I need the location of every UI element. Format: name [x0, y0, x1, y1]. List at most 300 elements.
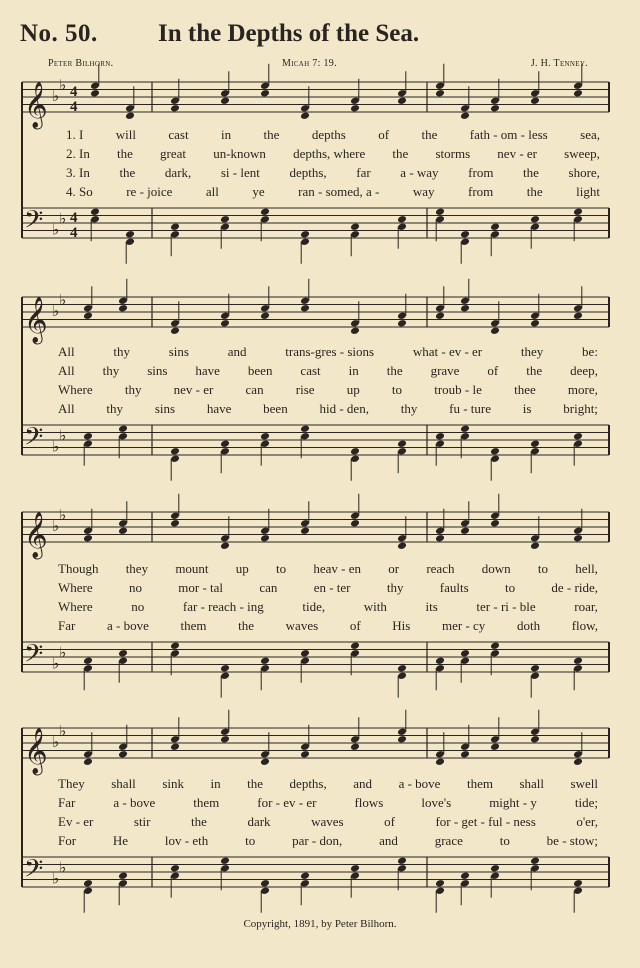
- lyric-syllable: of: [378, 127, 390, 142]
- flat-sign-icon: ♭: [52, 517, 60, 535]
- lyric-syllable: thy: [400, 401, 418, 416]
- lyric-line-1-2: [66, 147, 600, 160]
- note-chord: [260, 879, 270, 913]
- note-chord: [530, 439, 540, 473]
- note-head: [573, 311, 583, 320]
- note-head: [300, 750, 310, 759]
- note-chord: [90, 64, 100, 98]
- lyric-syllable: mor - tal: [178, 580, 224, 595]
- lyric-syllable: or: [388, 561, 400, 576]
- note-head: [118, 750, 128, 759]
- bass-clef-icon: 𝄢: [24, 205, 44, 241]
- lyric-syllable: Where: [58, 580, 93, 595]
- lyric-syllable: flow,: [571, 618, 598, 633]
- lyric-syllable: trans-gres - sions: [285, 344, 375, 359]
- lyric-syllable: a - bove: [398, 776, 441, 791]
- note-chord: [170, 301, 180, 335]
- note-chord: [83, 879, 93, 913]
- lyric-syllable: par - don,: [292, 833, 343, 848]
- lyric-syllable: been: [263, 401, 288, 416]
- note-chord: [530, 294, 540, 328]
- lyric-syllable: thy: [386, 580, 404, 595]
- note-chord: [435, 732, 445, 766]
- flat-sign-icon: ♭: [52, 87, 60, 105]
- note-chord: [490, 222, 500, 256]
- note-chord: [397, 516, 407, 550]
- lyric-syllable: the: [392, 146, 409, 161]
- note-head: [350, 326, 360, 335]
- note-chord: [350, 864, 360, 898]
- note-head: [350, 104, 360, 113]
- note-head: [170, 742, 180, 751]
- note-chord: [220, 664, 230, 698]
- lyric-syllable: the: [238, 618, 255, 633]
- lyric-syllable: swell: [570, 776, 598, 791]
- note-head: [260, 879, 270, 888]
- note-head: [220, 439, 230, 448]
- note-chord: [435, 286, 445, 320]
- lyric-syllable: stir: [133, 814, 151, 829]
- time-signature-digit: 4: [70, 84, 78, 100]
- hymn-title: In the Depths of the Sea.: [158, 20, 420, 47]
- lyric-syllable: a - way: [400, 165, 439, 180]
- note-chord: [170, 494, 180, 528]
- note-head: [125, 111, 135, 120]
- note-chord: [350, 447, 360, 481]
- note-head: [397, 856, 407, 865]
- lyric-syllable: the: [526, 184, 543, 199]
- lyric-syllable: de - ride,: [551, 580, 598, 595]
- lyric-syllable: can: [245, 382, 264, 397]
- note-head: [300, 111, 310, 120]
- lyric-syllable: waves: [285, 618, 319, 633]
- treble-clef-icon: 𝄞: [24, 512, 48, 558]
- bass-staff: [22, 206, 609, 264]
- lyric-syllable: the: [421, 127, 438, 142]
- note-chord: [83, 432, 93, 466]
- lyric-line-3-2: [58, 581, 598, 594]
- lyric-line-1-4: [66, 185, 600, 198]
- lyric-syllable: Ev - er: [58, 814, 94, 829]
- note-chord: [300, 230, 310, 264]
- note-chord: [573, 879, 583, 913]
- note-chord: [573, 732, 583, 766]
- note-chord: [490, 864, 500, 898]
- lyric-syllable: in: [221, 127, 232, 142]
- note-chord: [460, 279, 470, 313]
- time-signature-digit: 4: [70, 225, 78, 241]
- lyric-syllable: ran - somed, a -: [298, 184, 380, 199]
- lyric-syllable: depths: [311, 127, 346, 142]
- lyric-line-3-4: [58, 619, 598, 632]
- note-chord: [573, 509, 583, 543]
- note-head: [300, 649, 310, 658]
- note-head: [220, 96, 230, 105]
- note-chord: [460, 424, 470, 458]
- note-chord: [460, 86, 470, 120]
- lyric-syllable: be - stow;: [546, 833, 598, 848]
- author-credit: Peter Bilhorn.: [48, 58, 114, 69]
- note-head: [490, 519, 500, 528]
- note-head: [435, 311, 445, 320]
- note-chord: [260, 509, 270, 543]
- note-head: [490, 222, 500, 231]
- note-chord: [220, 71, 230, 105]
- lyric-line-4-2: [58, 796, 598, 809]
- lyric-syllable: sins: [147, 363, 168, 378]
- flat-sign-icon: ♭: [59, 643, 67, 662]
- time-signature-digit: 4: [70, 210, 78, 226]
- note-head: [300, 526, 310, 535]
- lyric-syllable: Far: [58, 795, 76, 810]
- note-chord: [573, 432, 583, 466]
- lyric-syllable: to: [504, 580, 516, 595]
- note-head: [397, 215, 407, 224]
- note-head: [83, 311, 93, 320]
- lyric-line-4-1: [58, 777, 598, 790]
- lyric-syllable: sink: [162, 776, 184, 791]
- lyric-syllable: si - lent: [220, 165, 260, 180]
- note-chord: [220, 710, 230, 744]
- note-head: [397, 439, 407, 448]
- lyric-syllable: to: [245, 833, 256, 848]
- lyric-syllable: have: [206, 401, 232, 416]
- lyric-syllable: no: [131, 599, 145, 614]
- lyric-syllable: them: [193, 795, 220, 810]
- lyric-syllable: nev - er: [173, 382, 214, 397]
- note-head: [350, 447, 360, 456]
- note-chord: [300, 86, 310, 120]
- note-chord: [220, 856, 230, 890]
- lyric-syllable: thee: [514, 382, 536, 397]
- lyric-syllable: All: [58, 363, 75, 378]
- lyric-syllable: more,: [567, 382, 598, 397]
- note-chord: [220, 439, 230, 473]
- note-head: [260, 656, 270, 665]
- note-chord: [435, 509, 445, 543]
- note-chord: [490, 447, 500, 481]
- note-chord: [530, 215, 540, 249]
- note-chord: [350, 494, 360, 528]
- flat-sign-icon: ♭: [52, 302, 60, 320]
- lyric-syllable: for - get - ful - ness: [435, 814, 536, 829]
- lyric-syllable: shall: [519, 776, 545, 791]
- note-head: [300, 304, 310, 313]
- note-chord: [260, 207, 270, 241]
- note-head: [170, 326, 180, 335]
- lyric-syllable: for - ev - er: [257, 795, 317, 810]
- note-head: [397, 96, 407, 105]
- copyright-notice: Copyright, 1891, by Peter Bilhorn.: [243, 918, 397, 930]
- note-head: [170, 104, 180, 113]
- note-head: [220, 541, 230, 550]
- bass-staff: [22, 423, 609, 481]
- lyric-syllable: tide,: [302, 599, 326, 614]
- lyric-syllable: un-known: [213, 146, 266, 161]
- lyric-syllable: 3. In: [66, 165, 90, 180]
- lyric-syllable: a - bove: [106, 618, 149, 633]
- lyric-line-2-3: [58, 383, 598, 396]
- note-head: [530, 735, 540, 744]
- note-chord: [490, 717, 500, 751]
- note-head: [435, 432, 445, 441]
- lyric-line-4-3: [58, 815, 598, 828]
- note-chord: [435, 879, 445, 913]
- lyric-syllable: thy: [124, 382, 142, 397]
- note-head: [260, 207, 270, 216]
- lyric-syllable: is: [522, 401, 532, 416]
- note-chord: [300, 649, 310, 683]
- note-chord: [300, 725, 310, 759]
- lyric-syllable: 2. In: [66, 146, 90, 161]
- bass-staff: [22, 640, 609, 698]
- note-head: [83, 757, 93, 766]
- note-chord: [260, 732, 270, 766]
- note-head: [170, 641, 180, 650]
- lyric-syllable: will: [115, 127, 136, 142]
- note-chord: [83, 656, 93, 690]
- note-chord: [573, 286, 583, 320]
- lyric-syllable: sins: [154, 401, 176, 416]
- note-head: [460, 750, 470, 759]
- note-head: [530, 541, 540, 550]
- note-head: [260, 534, 270, 543]
- note-chord: [397, 664, 407, 698]
- note-head: [530, 664, 540, 673]
- note-chord: [118, 424, 128, 458]
- note-head: [460, 649, 470, 658]
- treble-clef-icon: 𝄞: [24, 297, 48, 343]
- note-head: [300, 424, 310, 433]
- music-system-3: [0, 492, 640, 702]
- lyric-syllable: depths,: [289, 165, 327, 180]
- note-head: [397, 541, 407, 550]
- note-chord: [460, 501, 470, 535]
- lyric-syllable: sea,: [580, 127, 600, 142]
- note-chord: [300, 279, 310, 313]
- note-head: [460, 111, 470, 120]
- lyric-syllable: doth: [516, 618, 541, 633]
- note-chord: [530, 71, 540, 105]
- note-chord: [350, 301, 360, 335]
- note-head: [490, 864, 500, 873]
- flat-sign-icon: ♭: [59, 290, 67, 309]
- lyric-syllable: they: [125, 561, 149, 576]
- note-head: [435, 89, 445, 98]
- note-chord: [397, 71, 407, 105]
- lyric-syllable: depths,: [289, 776, 327, 791]
- lyric-syllable: to: [276, 561, 287, 576]
- flat-sign-icon: ♭: [59, 209, 67, 228]
- note-head: [573, 656, 583, 665]
- lyric-syllable: them: [466, 776, 493, 791]
- note-head: [573, 89, 583, 98]
- flat-sign-icon: ♭: [52, 220, 60, 239]
- music-system-4: [0, 708, 640, 917]
- lyric-syllable: dark,: [164, 165, 192, 180]
- note-head: [435, 757, 445, 766]
- lyric-syllable: For: [58, 833, 77, 848]
- note-head: [435, 656, 445, 665]
- lyric-syllable: love's: [421, 795, 452, 810]
- lyric-syllable: far: [356, 165, 371, 180]
- note-chord: [170, 222, 180, 256]
- lyric-syllable: them: [180, 618, 207, 633]
- lyric-syllable: lov - eth: [164, 833, 209, 848]
- lyric-syllable: bright;: [563, 401, 598, 416]
- lyric-syllable: They: [58, 776, 85, 791]
- note-chord: [530, 516, 540, 550]
- note-chord: [118, 279, 128, 313]
- lyric-syllable: to: [391, 382, 403, 397]
- lyric-syllable: grace: [434, 833, 463, 848]
- note-head: [573, 534, 583, 543]
- treble-staff: [22, 279, 609, 345]
- lyric-syllable: hid - den,: [319, 401, 369, 416]
- lyric-syllable: ter - ri - ble: [476, 599, 536, 614]
- note-head: [460, 526, 470, 535]
- lyric-line-2-1: [58, 345, 598, 358]
- treble-staff: [22, 710, 609, 776]
- lyric-syllable: heav - en: [313, 561, 362, 576]
- note-chord: [300, 501, 310, 535]
- lyric-syllable: waves: [311, 814, 344, 829]
- note-chord: [435, 64, 445, 98]
- lyric-line-2-2: [58, 364, 598, 377]
- note-chord: [220, 294, 230, 328]
- bass-staff: [22, 855, 609, 913]
- note-chord: [300, 871, 310, 905]
- flat-sign-icon: ♭: [59, 858, 67, 877]
- note-chord: [460, 725, 470, 759]
- lyric-syllable: flows: [354, 795, 384, 810]
- lyric-line-3-3: [58, 600, 598, 613]
- lyric-syllable: to: [537, 561, 548, 576]
- lyric-syllable: fath - om - less: [469, 127, 548, 142]
- note-chord: [530, 664, 540, 698]
- note-chord: [460, 649, 470, 683]
- note-head: [397, 735, 407, 744]
- note-head: [83, 879, 93, 888]
- lyric-syllable: 4. So: [66, 184, 93, 199]
- lyric-syllable: the: [386, 363, 403, 378]
- note-head: [573, 757, 583, 766]
- lyric-syllable: thy: [106, 401, 124, 416]
- note-head: [350, 641, 360, 650]
- lyric-syllable: thy: [113, 344, 130, 359]
- lyric-syllable: mer - cy: [442, 618, 486, 633]
- note-head: [260, 311, 270, 320]
- lyric-syllable: fu - ture: [449, 401, 492, 416]
- note-chord: [490, 79, 500, 113]
- note-chord: [435, 656, 445, 690]
- note-head: [118, 871, 128, 880]
- note-head: [300, 230, 310, 239]
- note-chord: [573, 656, 583, 690]
- lyric-syllable: cast: [168, 127, 189, 142]
- bass-clef-icon: 𝄢: [24, 422, 44, 458]
- lyric-syllable: storms: [435, 146, 471, 161]
- lyric-syllable: All: [58, 344, 75, 359]
- note-chord: [460, 230, 470, 264]
- lyric-syllable: re - joice: [126, 184, 173, 199]
- note-chord: [170, 447, 180, 481]
- lyric-syllable: Though: [58, 561, 99, 576]
- flat-sign-icon: ♭: [59, 426, 67, 445]
- lyric-syllable: cast: [300, 363, 321, 378]
- note-chord: [83, 732, 93, 766]
- note-head: [83, 432, 93, 441]
- lyric-syllable: what - ev - er: [412, 344, 483, 359]
- lyric-line-4-4: [58, 834, 598, 847]
- treble-staff: [22, 64, 609, 130]
- note-head: [118, 526, 128, 535]
- note-head: [350, 222, 360, 231]
- note-head: [530, 215, 540, 224]
- note-head: [397, 664, 407, 673]
- note-chord: [350, 641, 360, 675]
- note-chord: [83, 509, 93, 543]
- note-chord: [435, 207, 445, 241]
- note-chord: [460, 871, 470, 905]
- lyric-syllable: faults: [439, 580, 469, 595]
- note-chord: [125, 86, 135, 120]
- note-chord: [118, 501, 128, 535]
- note-head: [530, 856, 540, 865]
- lyric-syllable: All: [58, 401, 75, 416]
- note-head: [90, 207, 100, 216]
- note-chord: [350, 717, 360, 751]
- note-chord: [573, 207, 583, 241]
- lyric-syllable: have: [195, 363, 220, 378]
- note-chord: [118, 649, 128, 683]
- lyric-syllable: deep,: [570, 363, 598, 378]
- note-chord: [490, 641, 500, 675]
- lyric-syllable: Where: [58, 382, 93, 397]
- note-chord: [220, 215, 230, 249]
- lyric-syllable: dark: [247, 814, 271, 829]
- note-head: [83, 534, 93, 543]
- lyric-syllable: nev - er: [497, 146, 537, 161]
- lyric-syllable: depths, where: [293, 146, 366, 161]
- lyric-syllable: the: [247, 776, 264, 791]
- lyric-syllable: in: [348, 363, 359, 378]
- bass-clef-icon: 𝄢: [24, 854, 44, 890]
- lyric-syllable: tide;: [574, 795, 598, 810]
- lyric-syllable: light: [576, 184, 600, 199]
- flat-sign-icon: ♭: [59, 721, 67, 740]
- note-head: [220, 664, 230, 673]
- lyric-syllable: and: [379, 833, 398, 848]
- lyric-syllable: in: [210, 776, 221, 791]
- note-head: [118, 304, 128, 313]
- lyric-syllable: far - reach - ing: [182, 599, 264, 614]
- note-head: [573, 432, 583, 441]
- note-chord: [220, 516, 230, 550]
- lyric-syllable: with: [363, 599, 387, 614]
- lyric-syllable: the: [526, 363, 543, 378]
- note-head: [573, 207, 583, 216]
- note-chord: [397, 439, 407, 473]
- note-head: [90, 89, 100, 98]
- note-head: [350, 742, 360, 751]
- lyric-line-3-1: [58, 562, 598, 575]
- note-chord: [260, 64, 270, 98]
- note-chord: [260, 656, 270, 690]
- treble-clef-icon: 𝄞: [24, 82, 48, 128]
- note-head: [170, 519, 180, 528]
- lyric-syllable: troub - le: [434, 382, 482, 397]
